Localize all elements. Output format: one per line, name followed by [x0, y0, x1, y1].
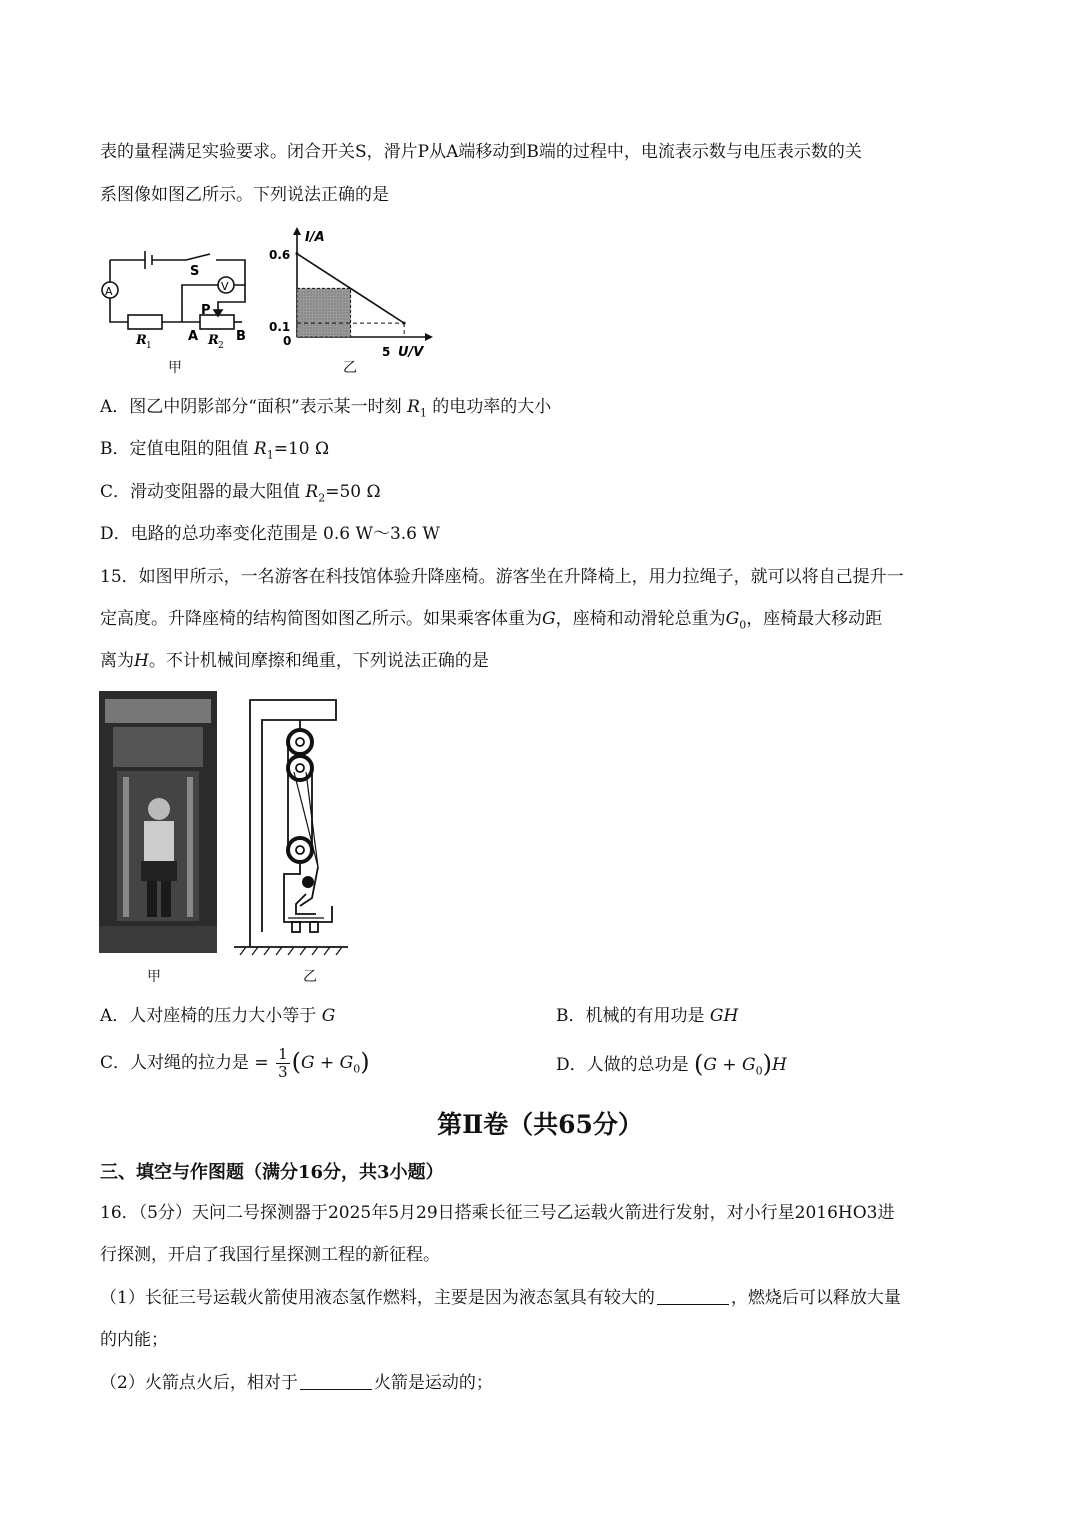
switch-label: S	[190, 264, 200, 279]
y-tick-high: 0.6	[269, 248, 291, 262]
fraction-one-third: $\frac{1}{3}$	[278, 1045, 288, 1081]
q15-fig-yi-caption: 乙	[303, 969, 317, 985]
voltmeter-symbol: V	[221, 280, 229, 293]
r1-sub: 1	[146, 341, 152, 351]
q15-line-2: 定高度。升降座椅的结构简图如图乙所示。如果乘客体重为G，座椅和动滑轮总重为$G_0$，座椅最大移动距	[100, 609, 883, 632]
ammeter-symbol: A	[105, 285, 113, 298]
q16-sub1-line2: 的内能；	[100, 1330, 168, 1350]
q16-line-1: 16．（5分）天问二号探测器于2025年5月29日搭乘长征三号乙运载火箭进行发射，对小行星2016HO3进	[100, 1203, 895, 1223]
answer-blank-1[interactable]	[657, 1286, 729, 1305]
q14-option-d: D．电路的总功率变化范围是 0.6 W～3.6 W	[100, 524, 440, 544]
r2-sub: 2	[218, 341, 224, 351]
q15-line-3: 离为H。不计机械间摩擦和绳重，下列说法正确的是	[100, 651, 489, 671]
q15-option-d: D．人做的总功是 $(G + G_0)H$	[556, 1050, 787, 1078]
end-b-label: B	[236, 329, 246, 344]
q15-option-a: A．人对座椅的压力大小等于 G	[100, 1006, 336, 1026]
shaded-area	[297, 288, 351, 337]
slider-label: P	[201, 303, 211, 318]
end-a-label: A	[188, 329, 199, 344]
y-axis-arrow	[293, 227, 301, 235]
q14-line-2: 系图像如图乙所示。下列说法正确的是	[100, 185, 389, 205]
fig-yi-caption: 乙	[343, 360, 357, 376]
part2-title: 第Ⅱ卷（共65分）	[437, 1110, 643, 1139]
circuit-diagram	[100, 240, 260, 375]
y-axis-label: I/A	[305, 230, 325, 245]
point-end	[403, 322, 406, 325]
pulley-diagram	[232, 692, 350, 957]
y-tick-low: 0.1	[269, 320, 291, 334]
q14-option-a: A．图乙中阴影部分“面积”表示某一时刻 $R_1$ 的电功率的大小	[100, 397, 552, 420]
q14-option-b: B．定值电阻的阻值 $R_1=10$ Ω	[100, 439, 330, 462]
q14-option-c: C．滑动变阻器的最大阻值 $R_2=50$ Ω	[100, 482, 381, 505]
q16-line-2: 行探测，开启了我国行星探测工程的新征程。	[100, 1245, 440, 1265]
r1-label: R	[136, 333, 147, 348]
answer-blank-2[interactable]	[300, 1371, 372, 1390]
q15-fig-jia-caption: 甲	[147, 969, 161, 985]
section3-title: 三、填空与作图题（满分16分，共3小题）	[100, 1162, 444, 1183]
q14-line-1: 表的量程满足实验要求。闭合开关S，滑片P从A端移动到B端的过程中，电流表示数与电压表示数的关	[100, 142, 862, 162]
origin-label: 0	[283, 334, 292, 348]
q15-option-c: C．人对绳的拉力是 = $\frac{1}{3}$ $(G + G_0)$	[100, 1045, 370, 1081]
q15-option-b: B．机械的有用功是 GH	[556, 1006, 739, 1026]
x-axis-label: U/V	[398, 345, 424, 360]
iu-graph	[265, 225, 440, 360]
fig-jia-caption: 甲	[168, 360, 182, 376]
lift-chair-photo	[99, 691, 217, 953]
point-start	[296, 252, 299, 255]
q16-sub2: （2）火箭点火后，相对于 火箭是运动的；	[100, 1373, 493, 1393]
r2-label: R	[208, 333, 219, 348]
q15-line-1: 15．如图甲所示，一名游客在科技馆体验升降座椅。游客坐在升降椅上，用力拉绳子，就可以将自己提升一	[100, 567, 904, 587]
q16-sub1: （1）长征三号运载火箭使用液态氢作燃料，主要是因为液态氢具有较大的 ，燃烧后可以释放大量	[100, 1288, 901, 1308]
x-axis-arrow	[425, 333, 433, 341]
x-tick-5: 5	[382, 345, 391, 359]
